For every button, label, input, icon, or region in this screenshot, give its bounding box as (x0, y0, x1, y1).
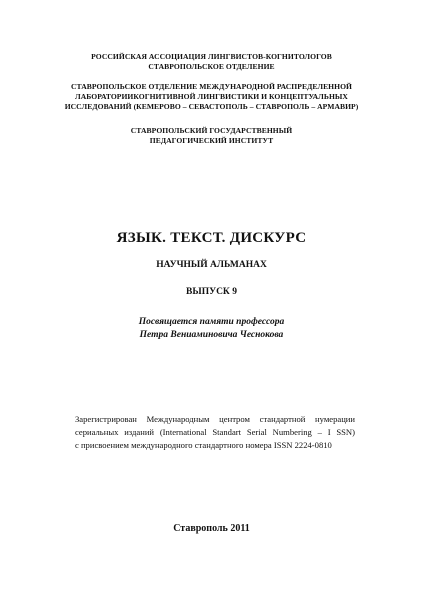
organization-line: СТАВРОПОЛЬСКИЙ ГОСУДАРСТВЕННЫЙ (130, 126, 293, 135)
organization-stavropol-lab (0, 82, 423, 112)
issue-number: ВЫПУСК 9 (186, 287, 237, 297)
registration-line: сериальных изданий (International Standart Serial Numbering – I SSN) (75, 427, 355, 437)
organization-pedagogical-institute (0, 126, 423, 146)
book-subtitle: НАУЧНЫЙ АЛЬМАНАХ (156, 260, 267, 270)
organization-line: СТАВРОПОЛЬСКОЕ ОТДЕЛЕНИЕ (148, 62, 275, 71)
organization-line: СТАВРОПОЛЬСКОЕ ОТДЕЛЕНИЕ МЕЖДУНАРОДНОЙ РАСПРЕДЕЛЕННОЙ (70, 82, 353, 91)
dedication (0, 316, 423, 341)
organization-russian-association (0, 52, 423, 72)
organization-line: ЛАБОРАТОРИИКОГНИТИВНОЙ ЛИНГВИСТИКИ И КОНЦЕПТУАЛЬНЫХ (75, 92, 348, 101)
registration-notice (75, 413, 355, 452)
book-title: ЯЗЫК. ТЕКСТ. ДИСКУРС (116, 230, 307, 246)
organization-line: РОССИЙСКАЯ АССОЦИАЦИЯ ЛИНГВИСТОВ-КОГНИТОЛОГОВ (91, 52, 332, 61)
dedication-line: Посвящается памяти профессора (138, 317, 285, 327)
organization-line: ПЕДАГОГИЧЕСКИЙ ИНСТИТУТ (149, 136, 274, 145)
organization-line: ИССЛЕДОВАНИЙ (КЕМЕРОВО – СЕВАСТОПОЛЬ – СТАВРОПОЛЬ – АРМАВИР) (64, 102, 359, 111)
registration-line: с присвоением международного стандартного номера ISSN 2224-0810 (75, 440, 332, 450)
dedication-line: Петра Вениаминовича Чеснокова (139, 329, 284, 340)
imprint-city-year: Ставрополь 2011 (173, 523, 250, 534)
registration-line: Зарегистрирован Международным центром стандартной нумерации (75, 414, 355, 424)
